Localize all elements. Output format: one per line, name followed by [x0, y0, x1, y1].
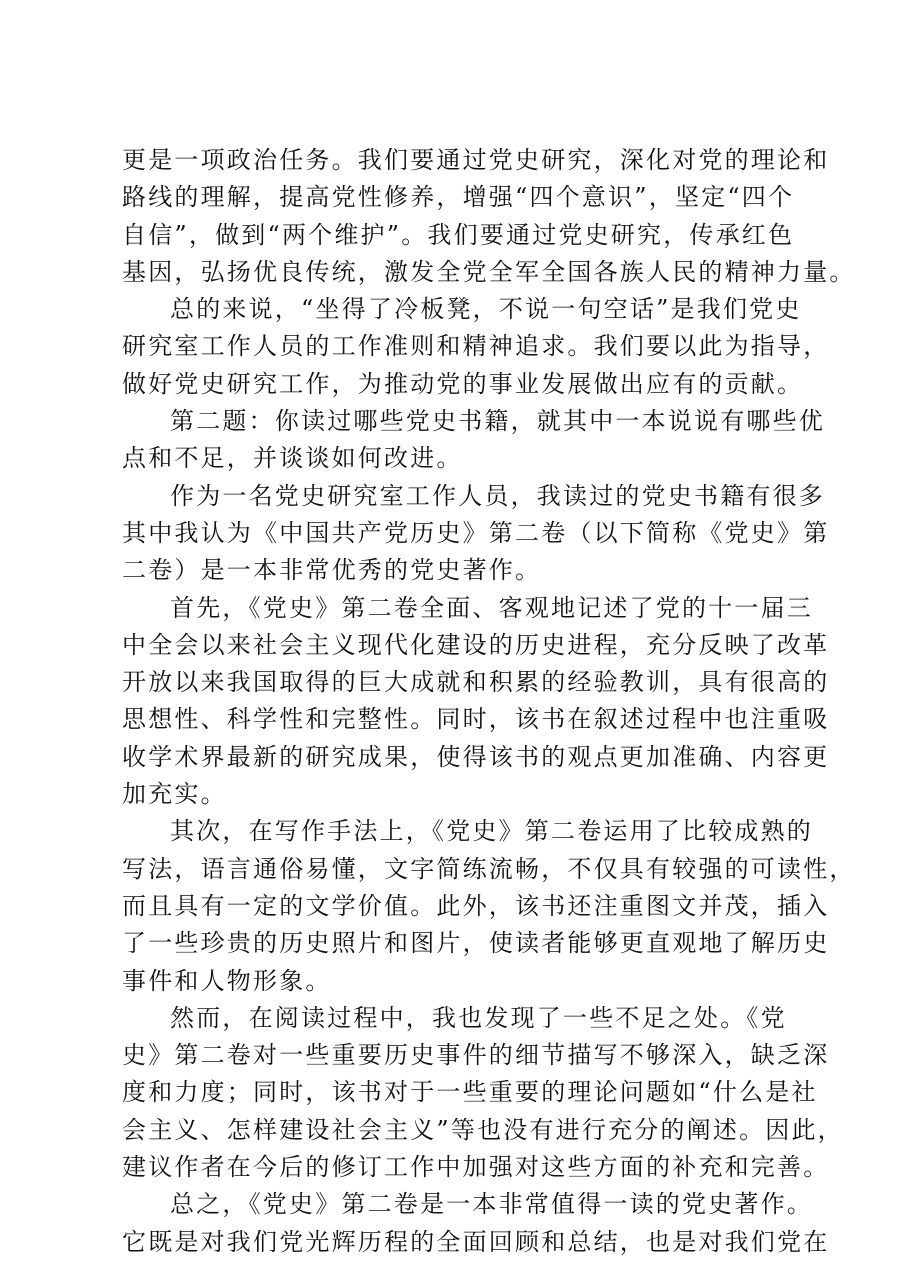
text-line: 二卷）是一本非常优秀的党史著作。 [122, 556, 542, 585]
text-line: 加充实。 [122, 780, 227, 809]
body-text [122, 142, 856, 1261]
text-line: 其次，在写作手法上，《党史》第二卷运用了比较成熟的 [170, 817, 813, 846]
text-line: 总的来说，“坐得了冷板凳，不说一句空话”是我们党史 [170, 295, 802, 324]
text-line: 思想性、科学性和完整性。同时，该书在叙述过程中也注重吸 [122, 705, 830, 734]
text-line: 写法，语言通俗易懂，文字简练流畅，不仅具有较强的可读性， [122, 854, 856, 883]
text-line: 而且具有一定的文学价值。此外，该书还注重图文并茂，插入 [122, 891, 830, 920]
text-line: 路线的理解，提高党性修养，增强“四个意识”，坚定“四个 [122, 183, 795, 212]
text-line: 做好党史研究工作，为推动党的事业发展做出应有的贡献。 [122, 369, 804, 398]
text-line: 度和力度；同时，该书对于一些重要的理论问题如“什么是社 [122, 1078, 818, 1107]
text-line: 其中我认为《中国共产党历史》第二卷（以下简称《党史》第 [122, 518, 830, 547]
text-line: 首先，《党史》第二卷全面、客观地记述了党的十一届三 [170, 593, 813, 622]
paragraph [122, 478, 830, 590]
text-line: 总之，《党史》第二卷是一本非常值得一读的党史著作。 [170, 1190, 813, 1219]
paragraph [122, 142, 856, 291]
text-line: 点和不足，并谈谈如何改进。 [122, 444, 463, 473]
paragraph [122, 1186, 830, 1261]
text-line: 然而，在阅读过程中，我也发现了一些不足之处。《党 [170, 1003, 787, 1032]
paragraph [122, 813, 856, 999]
paragraph [122, 291, 830, 403]
text-line: 建议作者在今后的修订工作中加强对这些方面的补充和完善。 [122, 1153, 830, 1182]
text-line: 基因，弘扬优良传统，激发全党全军全国各族人民的精神力量。 [122, 257, 856, 286]
paragraph [122, 403, 825, 478]
text-line: 作为一名党史研究室工作人员，我读过的党史书籍有很多 [170, 481, 825, 510]
text-line: 中全会以来社会主义现代化建设的历史进程，充分反映了改革 [122, 630, 830, 659]
text-line: 史》第二卷对一些重要历史事件的细节描写不够深入，缺乏深 [122, 1041, 830, 1070]
text-line: 自信”，做到“两个维护”。我们要通过党史研究，传承红色 [122, 220, 795, 249]
text-line: 它既是对我们党光辉历程的全面回顾和总结，也是对我们党在 [122, 1227, 830, 1256]
text-line: 会主义、怎样建设社会主义”等也没有进行充分的阐述。因此， [122, 1115, 844, 1144]
text-line: 开放以来我国取得的巨大成就和积累的经验教训，具有很高的 [122, 668, 830, 697]
text-line: 更是一项政治任务。我们要通过党史研究，深化对党的理论和 [122, 146, 830, 174]
paragraph [122, 590, 830, 814]
text-line: 收学术界最新的研究成果，使得该书的观点更加准确、内容更 [122, 742, 830, 771]
text-line: 研究室工作人员的工作准则和精神追求。我们要以此为指导， [122, 332, 830, 361]
text-line: 了一些珍贵的历史照片和图片，使读者能够更直观地了解历史 [122, 929, 830, 958]
paragraph [122, 1000, 844, 1186]
text-line: 事件和人物形象。 [122, 966, 332, 995]
text-line: 第二题：你读过哪些党史书籍，就其中一本说说有哪些优 [170, 407, 825, 436]
